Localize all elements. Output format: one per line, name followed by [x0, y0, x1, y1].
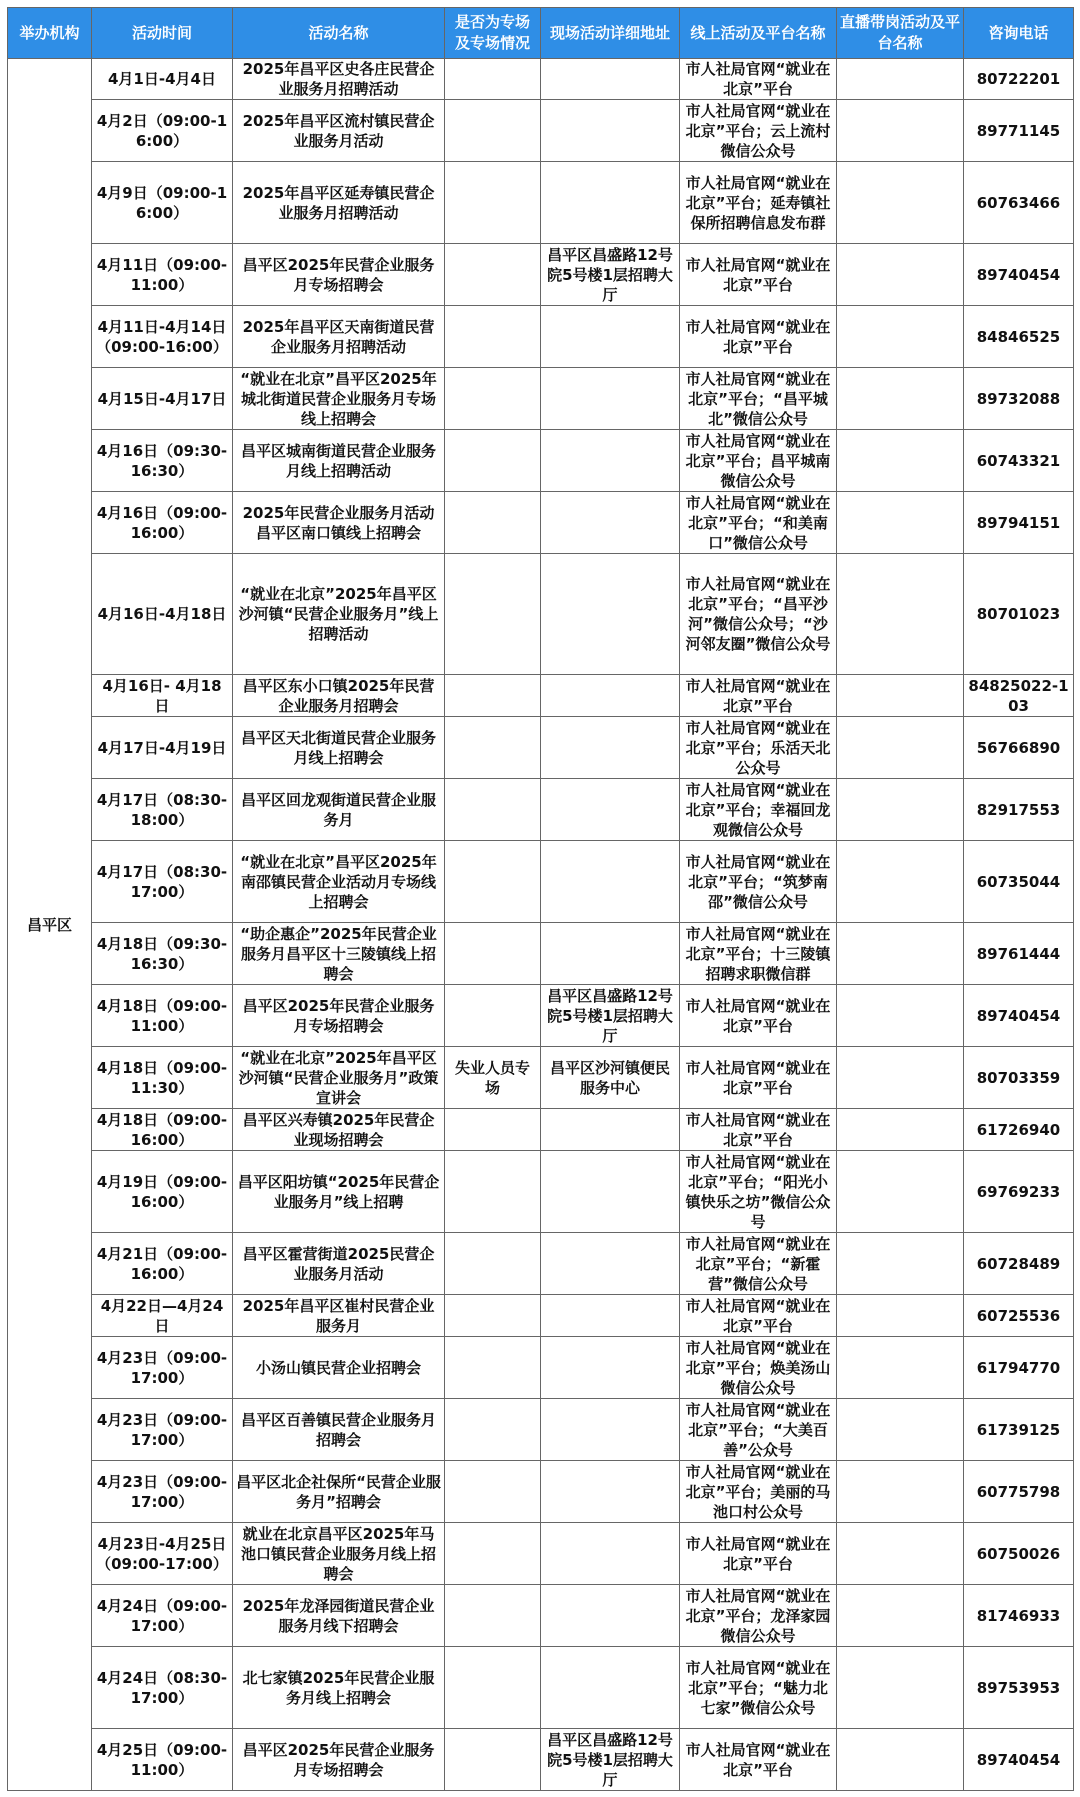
- cell-online: 市人社局官网“就业在北京”平台；焕美汤山微信公众号: [680, 1337, 837, 1399]
- cell-live: [837, 59, 964, 100]
- cell-address: [541, 1399, 680, 1461]
- cell-online: 市人社局官网“就业在北京”平台: [680, 675, 837, 717]
- cell-phone: 69769233: [964, 1151, 1074, 1233]
- table-row: [8, 59, 1074, 100]
- cell-phone: 61794770: [964, 1337, 1074, 1399]
- cell-live: [837, 1047, 964, 1109]
- cell-name: 2025年昌平区延寿镇民营企业服务月招聘活动: [233, 162, 445, 244]
- cell-special: [445, 985, 541, 1047]
- table-row: [8, 717, 1074, 779]
- header-row: [8, 8, 1074, 59]
- cell-special: [445, 1399, 541, 1461]
- table-row: [8, 1151, 1074, 1233]
- cell-special: [445, 923, 541, 985]
- cell-phone: 84825022-103: [964, 675, 1074, 717]
- cell-live: [837, 1461, 964, 1523]
- header-name: 活动名称: [233, 8, 445, 59]
- cell-phone: 60750026: [964, 1523, 1074, 1585]
- cell-address: [541, 492, 680, 554]
- cell-name: “就业在北京”2025年昌平区沙河镇“民营企业服务月”政策宣讲会: [233, 1047, 445, 1109]
- cell-address: [541, 1337, 680, 1399]
- cell-time: 4月16日（09:30-16:30）: [92, 430, 233, 492]
- cell-live: [837, 985, 964, 1047]
- cell-time: 4月19日（09:00-16:00）: [92, 1151, 233, 1233]
- cell-phone: 84846525: [964, 306, 1074, 368]
- header-time: 活动时间: [92, 8, 233, 59]
- cell-online: 市人社局官网“就业在北京”平台；延寿镇社保所招聘信息发布群: [680, 162, 837, 244]
- cell-name: 昌平区城南街道民营企业服务月线上招聘活动: [233, 430, 445, 492]
- cell-special: [445, 1109, 541, 1151]
- cell-time: 4月21日（09:00-16:00）: [92, 1233, 233, 1295]
- cell-time: 4月23日-4月25日（09:00-17:00）: [92, 1523, 233, 1585]
- cell-live: [837, 1151, 964, 1233]
- cell-special: [445, 1295, 541, 1337]
- cell-special: [445, 368, 541, 430]
- cell-online: 市人社局官网“就业在北京”平台；“大美百善”公众号: [680, 1399, 837, 1461]
- cell-phone: 89740454: [964, 1729, 1074, 1791]
- cell-online: 市人社局官网“就业在北京”平台；十三陵镇招聘求职微信群: [680, 923, 837, 985]
- cell-special: [445, 1151, 541, 1233]
- cell-special: [445, 717, 541, 779]
- cell-special: [445, 492, 541, 554]
- table-row: [8, 1295, 1074, 1337]
- cell-special: [445, 1729, 541, 1791]
- cell-address: [541, 1151, 680, 1233]
- cell-address: [541, 717, 680, 779]
- cell-address: [541, 59, 680, 100]
- cell-phone: 60735044: [964, 841, 1074, 923]
- cell-name: 昌平区2025年民营企业服务月专场招聘会: [233, 1729, 445, 1791]
- table-row: [8, 779, 1074, 841]
- cell-address: [541, 554, 680, 675]
- cell-time: 4月18日（09:00-11:00）: [92, 985, 233, 1047]
- cell-time: 4月11日（09:00-11:00）: [92, 244, 233, 306]
- cell-phone: 89732088: [964, 368, 1074, 430]
- cell-online: 市人社局官网“就业在北京”平台；“和美南口”微信公众号: [680, 492, 837, 554]
- cell-special: [445, 1647, 541, 1729]
- cell-special: [445, 244, 541, 306]
- cell-name: 昌平区2025年民营企业服务月专场招聘会: [233, 244, 445, 306]
- cell-online: 市人社局官网“就业在北京”平台: [680, 59, 837, 100]
- cell-live: [837, 717, 964, 779]
- table-row: [8, 492, 1074, 554]
- header-special: 是否为专场及专场情况: [445, 8, 541, 59]
- cell-live: [837, 1337, 964, 1399]
- cell-online: 市人社局官网“就业在北京”平台: [680, 1729, 837, 1791]
- cell-name: 2025年昌平区流村镇民营企业服务月活动: [233, 100, 445, 162]
- cell-name: 小汤山镇民营企业招聘会: [233, 1337, 445, 1399]
- cell-special: [445, 1585, 541, 1647]
- cell-live: [837, 1295, 964, 1337]
- cell-address: [541, 368, 680, 430]
- cell-time: 4月17日（08:30-17:00）: [92, 841, 233, 923]
- cell-name: 2025年昌平区天南街道民营企业服务月招聘活动: [233, 306, 445, 368]
- cell-online: 市人社局官网“就业在北京”平台；乐活天北公众号: [680, 717, 837, 779]
- cell-online: 市人社局官网“就业在北京”平台: [680, 306, 837, 368]
- cell-online: 市人社局官网“就业在北京”平台: [680, 1109, 837, 1151]
- cell-address: 昌平区沙河镇便民服务中心: [541, 1047, 680, 1109]
- table-row: [8, 368, 1074, 430]
- cell-special: [445, 1523, 541, 1585]
- cell-phone: 60728489: [964, 1233, 1074, 1295]
- table-row: [8, 675, 1074, 717]
- table-row: [8, 923, 1074, 985]
- cell-live: [837, 1523, 964, 1585]
- cell-address: [541, 1647, 680, 1729]
- cell-phone: 61726940: [964, 1109, 1074, 1151]
- table-row: [8, 1585, 1074, 1647]
- cell-name: 2025年民营企业服务月活动昌平区南口镇线上招聘会: [233, 492, 445, 554]
- table-row: [8, 1337, 1074, 1399]
- cell-phone: 60763466: [964, 162, 1074, 244]
- cell-online: 市人社局官网“就业在北京”平台；龙泽家园微信公众号: [680, 1585, 837, 1647]
- cell-time: 4月17日（08:30-18:00）: [92, 779, 233, 841]
- table-row: [8, 1233, 1074, 1295]
- header-organizer: 举办机构: [8, 8, 92, 59]
- cell-online: 市人社局官网“就业在北京”平台；云上流村微信公众号: [680, 100, 837, 162]
- cell-time: 4月18日（09:00-11:30）: [92, 1047, 233, 1109]
- cell-special: [445, 430, 541, 492]
- cell-online: 市人社局官网“就业在北京”平台；“昌平城北”微信公众号: [680, 368, 837, 430]
- cell-name: 就业在北京昌平区2025年马池口镇民营企业服务月线上招聘会: [233, 1523, 445, 1585]
- cell-phone: 80701023: [964, 554, 1074, 675]
- cell-live: [837, 841, 964, 923]
- cell-live: [837, 162, 964, 244]
- cell-address: [541, 1585, 680, 1647]
- events-table: [7, 7, 1074, 1791]
- cell-name: 昌平区百善镇民营企业服务月招聘会: [233, 1399, 445, 1461]
- cell-name: 昌平区霍营街道2025民营企业服务月活动: [233, 1233, 445, 1295]
- cell-special: [445, 554, 541, 675]
- cell-address: [541, 1295, 680, 1337]
- cell-online: 市人社局官网“就业在北京”平台；“筑梦南邵”微信公众号: [680, 841, 837, 923]
- header-address: 现场活动详细地址: [541, 8, 680, 59]
- header-online: 线上活动及平台名称: [680, 8, 837, 59]
- cell-online: 市人社局官网“就业在北京”平台: [680, 1295, 837, 1337]
- table-row: [8, 430, 1074, 492]
- cell-phone: 82917553: [964, 779, 1074, 841]
- cell-live: [837, 492, 964, 554]
- table-row: [8, 1523, 1074, 1585]
- cell-live: [837, 1109, 964, 1151]
- cell-phone: 60775798: [964, 1461, 1074, 1523]
- cell-special: 失业人员专场: [445, 1047, 541, 1109]
- cell-address: [541, 1109, 680, 1151]
- cell-live: [837, 1647, 964, 1729]
- table-row: [8, 1647, 1074, 1729]
- cell-address: 昌平区昌盛路12号院5号楼1层招聘大厅: [541, 985, 680, 1047]
- cell-name: 2025年昌平区崔村民营企业服务月: [233, 1295, 445, 1337]
- cell-special: [445, 675, 541, 717]
- cell-name: 昌平区北企社保所“民营企业服务月”招聘会: [233, 1461, 445, 1523]
- cell-time: 4月16日（09:00-16:00）: [92, 492, 233, 554]
- cell-name: “就业在北京”昌平区2025年南邵镇民营企业活动月专场线上招聘会: [233, 841, 445, 923]
- cell-live: [837, 306, 964, 368]
- cell-name: 昌平区回龙观街道民营企业服务月: [233, 779, 445, 841]
- cell-special: [445, 1233, 541, 1295]
- cell-phone: 89740454: [964, 985, 1074, 1047]
- cell-phone: 56766890: [964, 717, 1074, 779]
- cell-online: 市人社局官网“就业在北京”平台；幸福回龙观微信公众号: [680, 779, 837, 841]
- cell-time: 4月23日（09:00-17:00）: [92, 1461, 233, 1523]
- cell-time: 4月25日（09:00-11:00）: [92, 1729, 233, 1791]
- table-row: [8, 985, 1074, 1047]
- cell-name: 昌平区天北街道民营企业服务月线上招聘会: [233, 717, 445, 779]
- cell-live: [837, 1585, 964, 1647]
- cell-time: 4月16日- 4月18日: [92, 675, 233, 717]
- cell-online: 市人社局官网“就业在北京”平台: [680, 1047, 837, 1109]
- cell-address: [541, 779, 680, 841]
- cell-special: [445, 1337, 541, 1399]
- cell-name: “就业在北京”昌平区2025年城北街道民营企业服务月专场线上招聘会: [233, 368, 445, 430]
- cell-online: 市人社局官网“就业在北京”平台；“新霍营”微信公众号: [680, 1233, 837, 1295]
- cell-phone: 60725536: [964, 1295, 1074, 1337]
- cell-time: 4月24日（08:30-17:00）: [92, 1647, 233, 1729]
- cell-online: 市人社局官网“就业在北京”平台；昌平城南微信公众号: [680, 430, 837, 492]
- cell-time: 4月18日（09:30-16:30）: [92, 923, 233, 985]
- table-row: [8, 162, 1074, 244]
- cell-online: 市人社局官网“就业在北京”平台: [680, 985, 837, 1047]
- cell-time: 4月23日（09:00-17:00）: [92, 1399, 233, 1461]
- cell-address: 昌平区昌盛路12号院5号楼1层招聘大厅: [541, 1729, 680, 1791]
- table-row: [8, 306, 1074, 368]
- cell-online: 市人社局官网“就业在北京”平台；“昌平沙河”微信公众号；“沙河邻友圈”微信公众号: [680, 554, 837, 675]
- cell-live: [837, 675, 964, 717]
- cell-online: 市人社局官网“就业在北京”平台: [680, 1523, 837, 1585]
- cell-time: 4月2日（09:00-16:00）: [92, 100, 233, 162]
- cell-special: [445, 1461, 541, 1523]
- cell-name: 昌平区2025年民营企业服务月专场招聘会: [233, 985, 445, 1047]
- cell-address: [541, 1523, 680, 1585]
- cell-time: 4月22日—4月24日: [92, 1295, 233, 1337]
- cell-phone: 89753953: [964, 1647, 1074, 1729]
- cell-phone: 60743321: [964, 430, 1074, 492]
- cell-name: “就业在北京”2025年昌平区沙河镇“民营企业服务月”线上招聘活动: [233, 554, 445, 675]
- cell-address: [541, 430, 680, 492]
- cell-phone: 89794151: [964, 492, 1074, 554]
- table-row: [8, 1399, 1074, 1461]
- cell-name: 昌平区兴寿镇2025年民营企业现场招聘会: [233, 1109, 445, 1151]
- cell-phone: 89740454: [964, 244, 1074, 306]
- cell-online: 市人社局官网“就业在北京”平台；“魅力北七家”微信公众号: [680, 1647, 837, 1729]
- cell-name: 2025年龙泽园街道民营企业服务月线下招聘会: [233, 1585, 445, 1647]
- cell-special: [445, 841, 541, 923]
- cell-organizer: 昌平区: [8, 59, 92, 1791]
- cell-special: [445, 59, 541, 100]
- cell-name: 北七家镇2025年民营企业服务月线上招聘会: [233, 1647, 445, 1729]
- cell-live: [837, 1233, 964, 1295]
- cell-special: [445, 100, 541, 162]
- table-row: [8, 1109, 1074, 1151]
- cell-online: 市人社局官网“就业在北京”平台；美丽的马池口村公众号: [680, 1461, 837, 1523]
- table-row: [8, 100, 1074, 162]
- table-row: [8, 244, 1074, 306]
- cell-address: [541, 923, 680, 985]
- cell-time: 4月18日（09:00-16:00）: [92, 1109, 233, 1151]
- cell-address: [541, 675, 680, 717]
- cell-time: 4月17日-4月19日: [92, 717, 233, 779]
- cell-live: [837, 1729, 964, 1791]
- cell-name: 昌平区东小口镇2025年民营企业服务月招聘会: [233, 675, 445, 717]
- cell-time: 4月16日-4月18日: [92, 554, 233, 675]
- cell-name: “助企惠企”2025年民营企业服务月昌平区十三陵镇线上招聘会: [233, 923, 445, 985]
- cell-live: [837, 1399, 964, 1461]
- table-row: [8, 1729, 1074, 1791]
- cell-time: 4月1日-4月4日: [92, 59, 233, 100]
- cell-live: [837, 244, 964, 306]
- cell-address: [541, 1233, 680, 1295]
- cell-address: [541, 306, 680, 368]
- cell-address: [541, 162, 680, 244]
- table-row: [8, 841, 1074, 923]
- cell-phone: 81746933: [964, 1585, 1074, 1647]
- cell-address: [541, 100, 680, 162]
- cell-time: 4月23日（09:00-17:00）: [92, 1337, 233, 1399]
- cell-live: [837, 554, 964, 675]
- table-row: [8, 1047, 1074, 1109]
- cell-live: [837, 779, 964, 841]
- header-phone: 咨询电话: [964, 8, 1074, 59]
- cell-live: [837, 430, 964, 492]
- table-row: [8, 1461, 1074, 1523]
- table-row: [8, 554, 1074, 675]
- cell-phone: 89761444: [964, 923, 1074, 985]
- cell-live: [837, 923, 964, 985]
- cell-live: [837, 368, 964, 430]
- cell-time: 4月11日-4月14日（09:00-16:00）: [92, 306, 233, 368]
- header-live: 直播带岗活动及平台名称: [837, 8, 964, 59]
- cell-address: 昌平区昌盛路12号院5号楼1层招聘大厅: [541, 244, 680, 306]
- cell-name: 昌平区阳坊镇“2025年民营企业服务月”线上招聘: [233, 1151, 445, 1233]
- cell-name: 2025年昌平区史各庄民营企业服务月招聘活动: [233, 59, 445, 100]
- cell-phone: 61739125: [964, 1399, 1074, 1461]
- cell-online: 市人社局官网“就业在北京”平台；“阳光小镇快乐之坊”微信公众号: [680, 1151, 837, 1233]
- cell-phone: 89771145: [964, 100, 1074, 162]
- cell-online: 市人社局官网“就业在北京”平台: [680, 244, 837, 306]
- cell-live: [837, 100, 964, 162]
- cell-phone: 80703359: [964, 1047, 1074, 1109]
- cell-time: 4月9日（09:00-16:00）: [92, 162, 233, 244]
- cell-special: [445, 162, 541, 244]
- cell-time: 4月15日-4月17日: [92, 368, 233, 430]
- cell-phone: 80722201: [964, 59, 1074, 100]
- cell-address: [541, 841, 680, 923]
- cell-special: [445, 306, 541, 368]
- cell-time: 4月24日（09:00-17:00）: [92, 1585, 233, 1647]
- cell-special: [445, 779, 541, 841]
- cell-address: [541, 1461, 680, 1523]
